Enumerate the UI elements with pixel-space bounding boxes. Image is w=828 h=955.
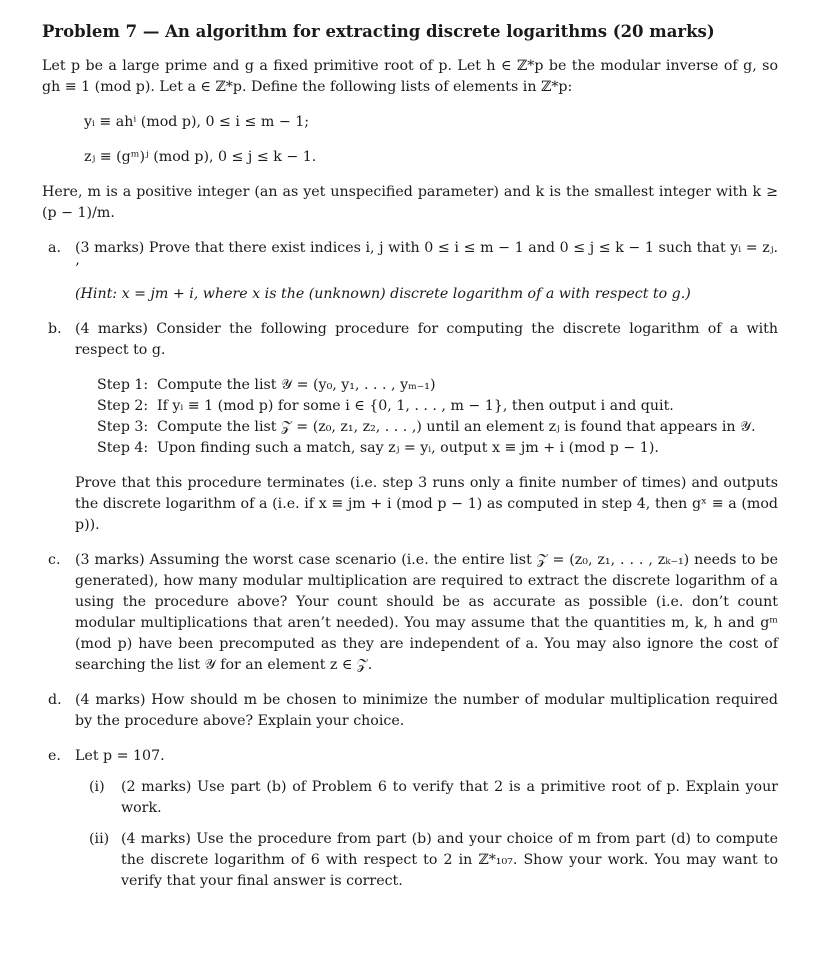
step-4-text: Upon finding such a match, say zⱼ = yᵢ, output x ≡ jm + i (mod p − 1). [157,440,659,456]
part-d-text: (4 marks) How should m be chosen to minimize the number of modular multiplication required by the procedure above? Explain your choice. [75,692,778,729]
parts-list [42,238,778,892]
part-c-text: (3 marks) Assuming the worst case scenario (i.e. the entire list 𝒵 = (z₀, z₁, . . . , zₖ₋₁) needs to be generated), how many modular multiplication are required to extract the discrete logarithm of a using the procedure above? Your count should be as accurate as possible (i.e. don’t count modular multiplications that aren’t needed). You may assume that the quantities m, k, h and gᵐ (mod p) have been precomputed as they are independent of a. You may also ignore the cost of searching the list 𝒴 for an element z ∈ 𝒵. [75,552,778,673]
step-2-label: Step 2: [97,398,149,414]
part-e-text: Let p = 107. [75,748,165,764]
part-b-label: b. [48,321,62,337]
step-2 [97,396,778,417]
equation-y: yᵢ ≡ ahⁱ (mod p), 0 ≤ i ≤ m − 1; [84,114,310,130]
part-e-ii-text: (4 marks) Use the procedure from part (b) and your choice of m from part (d) to compute the discrete logarithm of 6 with respect to 2 in ℤ*₁₀₇. Show your work. You may want to verify that your final answer is correct. [121,831,778,889]
step-3-label: Step 3: [97,419,149,435]
part-a [42,238,778,305]
step-4-label: Step 4: [97,440,149,456]
part-d [42,690,778,732]
part-b [42,319,778,536]
equation-z: zⱼ ≡ (gᵐ)ʲ (mod p), 0 ≤ j ≤ k − 1. [84,149,317,165]
part-d-label: d. [48,692,62,708]
part-c-label: c. [48,552,61,568]
part-e [42,746,778,892]
problem-title: Problem 7 — An algorithm for extracting discrete logarithms (20 marks) [42,22,715,41]
part-b-text: (4 marks) Consider the following procedure for computing the discrete logarithm of a with respect to g. [75,321,778,358]
part-a-text: (3 marks) Prove that there exist indices i, j with 0 ≤ i ≤ m − 1 and 0 ≤ j ≤ k − 1 such that yᵢ = zⱼ. ’ [75,240,778,277]
part-b-prove: Prove that this procedure terminates (i.e. step 3 runs only a finite number of times) and outputs the discrete logarithm of a (i.e. if x ≡ jm + i (mod p − 1) as computed in step 4, then gˣ ≡ a (mod p)). [75,475,778,533]
step-1-text: Compute the list 𝒴 = (y₀, y₁, . . . , yₘ₋₁) [157,377,436,393]
part-c [42,550,778,676]
step-1-label: Step 1: [97,377,149,393]
step-3-text: Compute the list 𝒵 = (z₀, z₁, z₂, . . . ,) until an element zⱼ is found that appears in 𝒴. [157,419,756,435]
part-e-label: e. [48,748,61,764]
step-2-text: If yᵢ ≡ 1 (mod p) for some i ∈ {0, 1, . . . , m − 1}, then output i and quit. [157,398,674,414]
step-4 [97,438,778,459]
step-1 [97,375,778,396]
part-a-label: a. [48,240,61,256]
part-e-ii-label: (ii) [89,831,110,847]
step-3 [97,417,778,438]
procedure-steps [97,375,778,459]
part-e-i-label: (i) [89,779,105,795]
part-e-i-text: (2 marks) Use part (b) of Problem 6 to verify that 2 is a primitive root of p. Explain your work. [121,779,778,816]
part-e-i [89,777,778,819]
definitions [84,112,778,168]
here-paragraph: Here, m is a positive integer (an as yet unspecified parameter) and k is the smallest integer with k ≥ (p − 1)/m. [42,184,778,221]
part-e-ii [89,829,778,892]
part-a-hint: (Hint: x = jm + i, where x is the (unknown) discrete logarithm of a with respect to g.) [75,286,691,302]
part-e-subparts [89,777,778,892]
intro-paragraph: Let p be a large prime and g a fixed primitive root of p. Let h ∈ ℤ*p be the modular inverse of g, so gh ≡ 1 (mod p). Let a ∈ ℤ*p. Define the following lists of elements in ℤ*p: [42,58,778,95]
